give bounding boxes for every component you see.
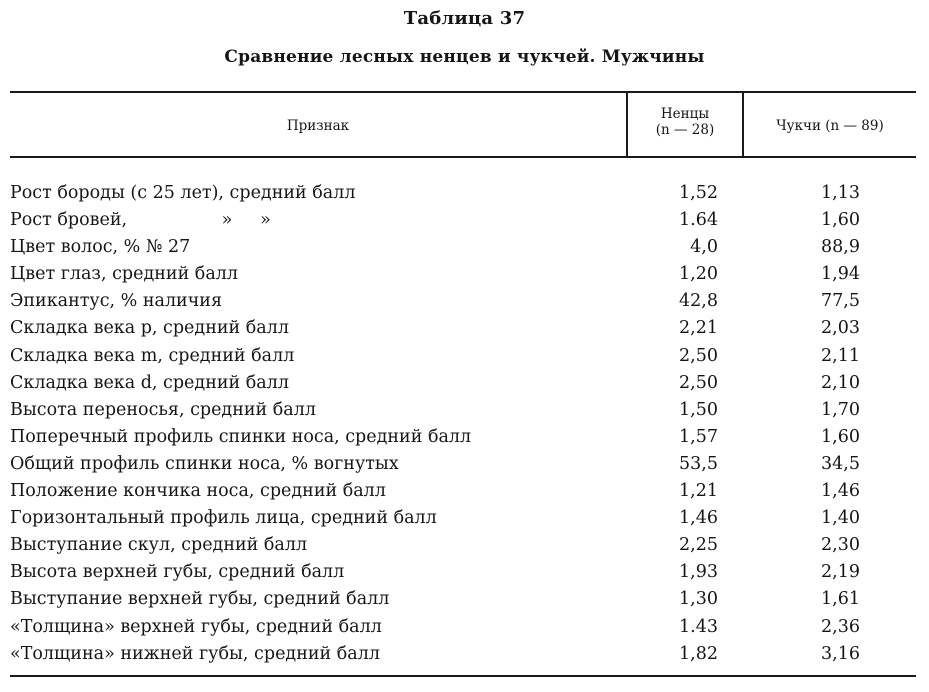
- cell-feature: «Толщина» верхней губы, средний балл: [10, 616, 382, 637]
- cell-nenets: 2,21: [679, 318, 718, 339]
- cell-nenets: 1,30: [679, 589, 718, 610]
- cell-chukchi: 1,46: [821, 481, 860, 502]
- cell-feature: Положение кончика носа, средний балл: [10, 481, 386, 502]
- cell-chukchi: 1,70: [821, 399, 860, 420]
- cell-chukchi: 2,36: [821, 616, 860, 637]
- cell-feature: Складка века m, средний балл: [10, 345, 295, 366]
- table-caption-title: Сравнение лесных ненцев и чукчей. Мужчины: [224, 47, 705, 67]
- cell-nenets: 42,8: [679, 291, 718, 312]
- cell-chukchi: 2,10: [821, 372, 860, 393]
- cell-feature: Высота переносья, средний балл: [10, 399, 316, 420]
- cell-chukchi: 1,94: [821, 264, 860, 285]
- table-row: [10, 180, 916, 207]
- cell-feature: Выступание скул, средний балл: [10, 535, 308, 556]
- cell-feature: Общий профиль спинки носа, % вогнутых: [10, 453, 399, 474]
- table-bottom-rule: [10, 675, 916, 677]
- cell-feature: Горизонтальный профиль лица, средний балл: [10, 508, 437, 529]
- cell-chukchi: 1,61: [821, 589, 860, 610]
- table-row: [10, 505, 916, 532]
- table-row: [10, 559, 916, 586]
- cell-feature: Цвет глаз, средний балл: [10, 264, 238, 285]
- table-row: [10, 261, 916, 288]
- header-nenets-label: Ненцы: [660, 106, 710, 122]
- cell-nenets: 1,52: [679, 183, 718, 203]
- table-row: [10, 288, 916, 315]
- table-row: [10, 234, 916, 261]
- table-caption-number: Таблица 37: [403, 8, 526, 29]
- table-top-rule: [10, 91, 916, 93]
- cell-feature: Складка века d, средний балл: [10, 372, 289, 393]
- table-header-rule: [10, 156, 916, 158]
- table-row: [10, 207, 916, 234]
- cell-chukchi: 2,30: [821, 535, 860, 556]
- cell-chukchi: 88,9: [821, 237, 860, 258]
- cell-feature: Складка века p, средний балл: [10, 318, 289, 339]
- cell-feature: Рост бровей, » »: [10, 210, 271, 231]
- cell-feature: Поперечный профиль спинки носа, средний балл: [10, 426, 472, 447]
- table-row: [10, 586, 916, 613]
- table-row: [10, 343, 916, 370]
- cell-nenets: 1.64: [679, 210, 718, 231]
- cell-feature: Выступание верхней губы, средний балл: [10, 589, 390, 610]
- cell-nenets: 1,57: [679, 426, 718, 447]
- cell-feature: Эпикантус, % наличия: [10, 291, 222, 312]
- table-row: [10, 614, 916, 641]
- table-body: [10, 180, 916, 668]
- cell-nenets: 1,82: [679, 643, 718, 664]
- table-row: [10, 424, 916, 451]
- cell-chukchi: 1,40: [821, 508, 860, 529]
- cell-nenets: 1,20: [679, 264, 718, 285]
- table-row: [10, 397, 916, 424]
- cell-chukchi: 77,5: [821, 291, 860, 312]
- cell-chukchi: 3,16: [821, 643, 860, 664]
- table-row: [10, 641, 916, 668]
- cell-feature: Цвет волос, % № 27: [10, 237, 191, 258]
- cell-chukchi: 2,11: [821, 345, 860, 366]
- table-row: [10, 478, 916, 505]
- cell-chukchi: 1,60: [821, 426, 860, 447]
- header-feature: Признак: [286, 118, 350, 134]
- cell-nenets: 1,21: [679, 481, 718, 502]
- cell-chukchi: 1,60: [821, 210, 860, 231]
- cell-nenets: 1.43: [679, 616, 718, 637]
- cell-nenets: 1,46: [679, 508, 718, 529]
- cell-chukchi: 2,03: [821, 318, 860, 339]
- cell-nenets: 1,93: [679, 562, 718, 583]
- header-chukchi: Чукчи (n — 89): [776, 118, 884, 134]
- table-row: [10, 451, 916, 478]
- table-row: [10, 315, 916, 342]
- cell-chukchi: 34,5: [821, 453, 860, 474]
- header-nenets: [628, 106, 742, 138]
- cell-nenets: 1,50: [679, 399, 718, 420]
- table-row: [10, 532, 916, 559]
- cell-feature: Высота верхней губы, средний балл: [10, 562, 345, 583]
- cell-nenets: 53,5: [679, 453, 718, 474]
- cell-feature: Рост бороды (с 25 лет), средний балл: [10, 183, 356, 203]
- cell-nenets: 2,50: [679, 372, 718, 393]
- header-nenets-n: (n — 28): [655, 122, 715, 138]
- cell-nenets: 2,25: [679, 535, 718, 556]
- cell-chukchi: 1,13: [821, 183, 860, 203]
- cell-feature: «Толщина» нижней губы, средний балл: [10, 643, 380, 664]
- table-row: [10, 370, 916, 397]
- cell-nenets: 4,0: [690, 237, 718, 258]
- cell-chukchi: 2,19: [821, 562, 860, 583]
- cell-nenets: 2,50: [679, 345, 718, 366]
